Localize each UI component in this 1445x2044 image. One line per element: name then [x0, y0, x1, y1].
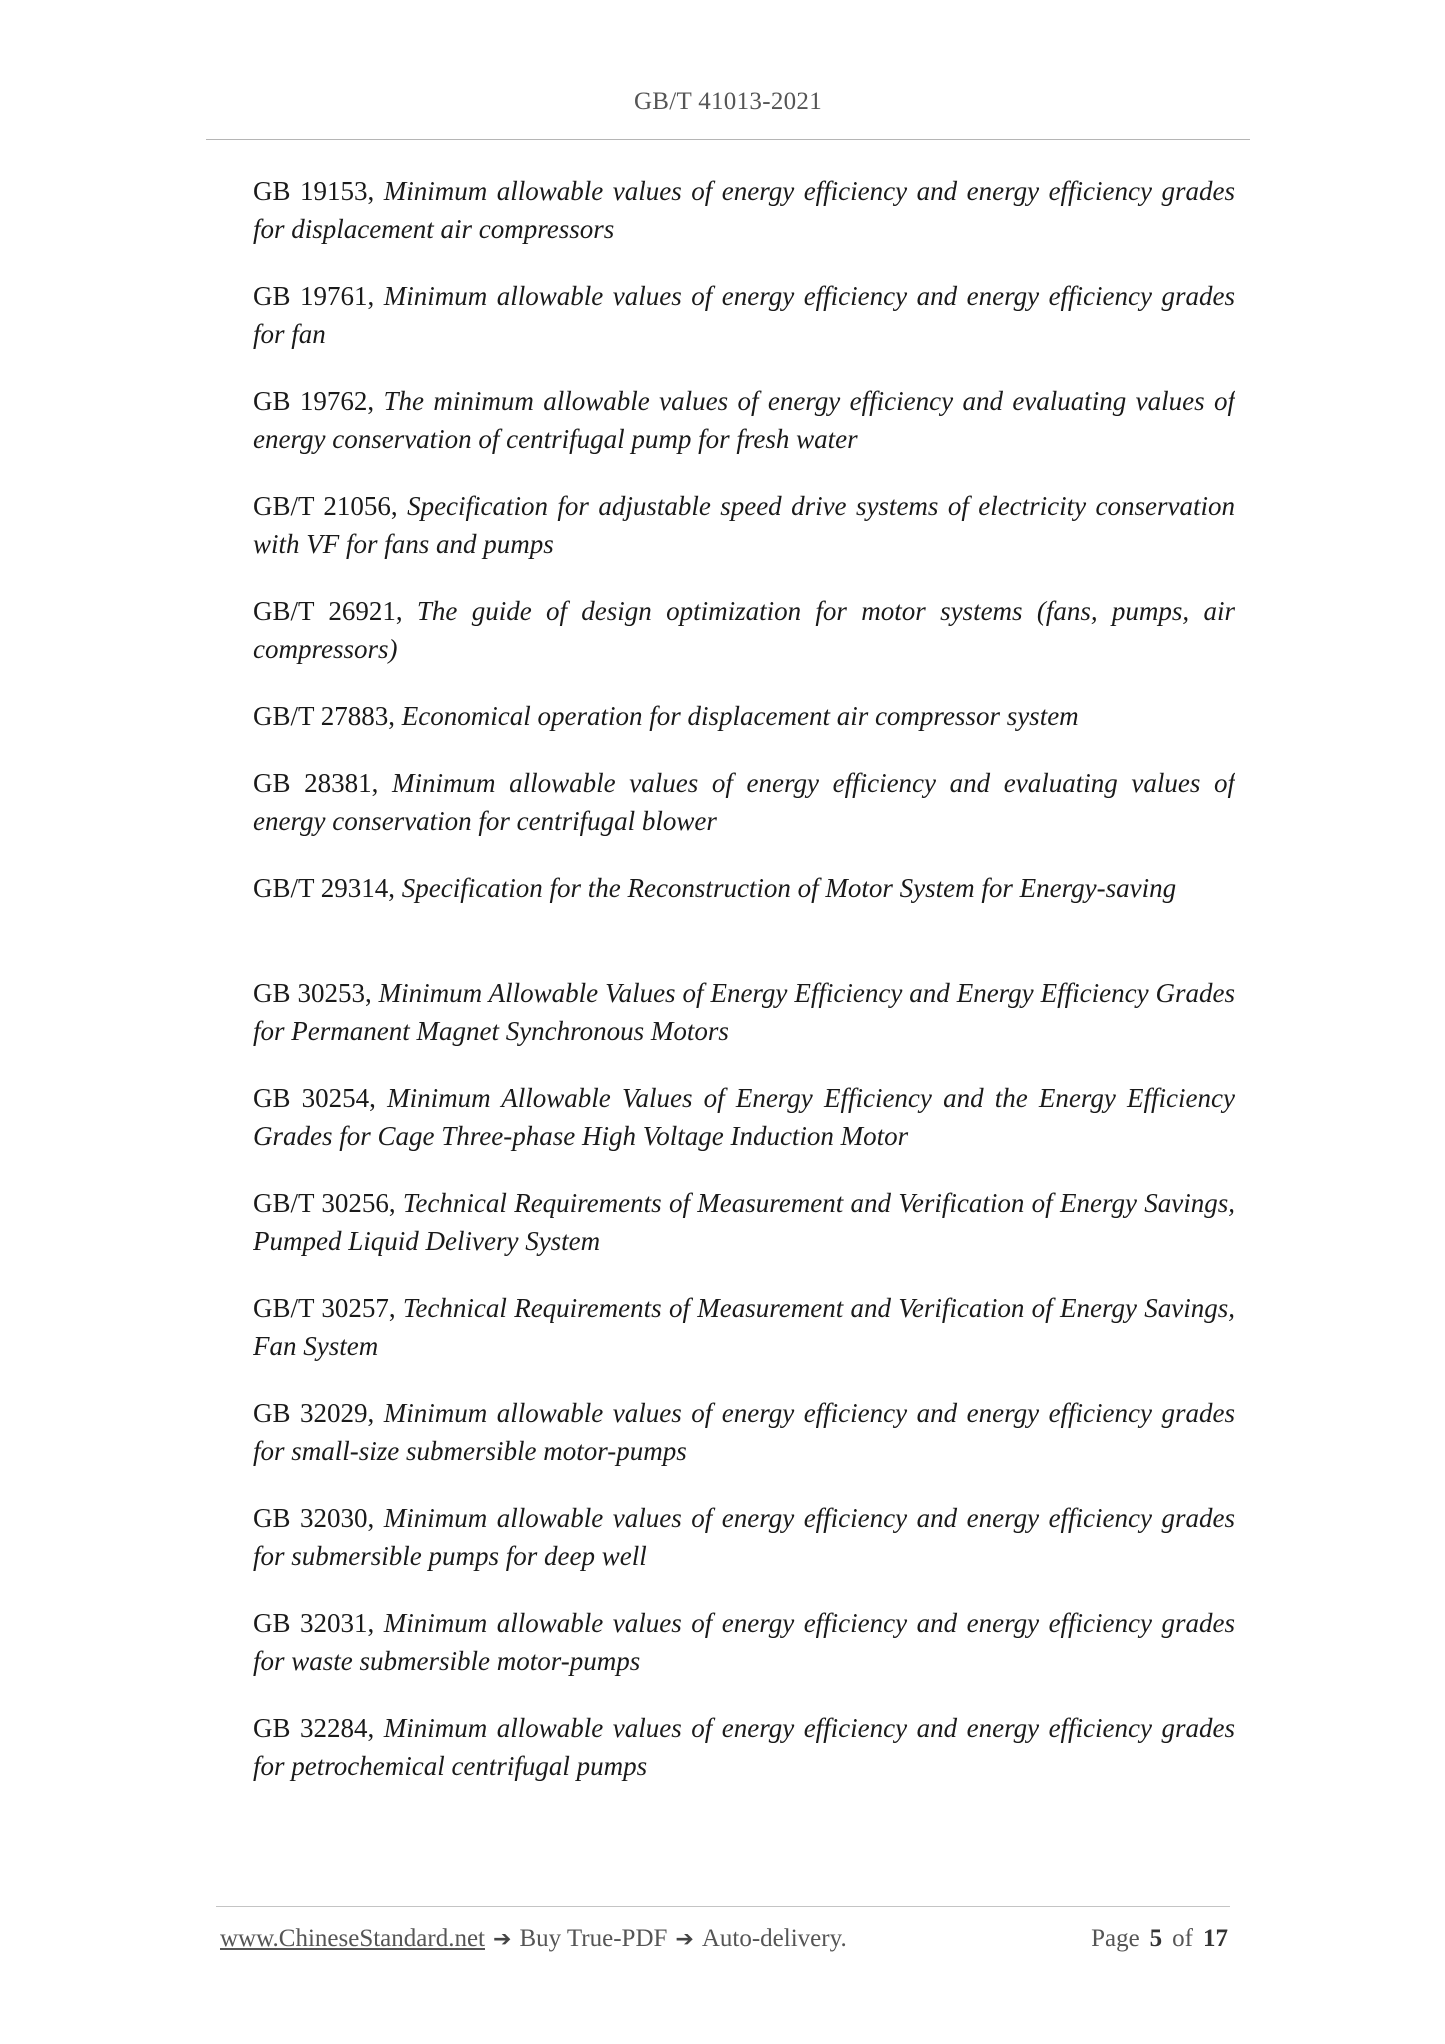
reference-title: Minimum allowable values of energy efficiency and energy efficiency grades for small-size submersible motor-pumps	[253, 1398, 1235, 1466]
footer-promo	[220, 1925, 847, 1953]
page-label: Page	[1091, 1925, 1140, 1952]
reference-code: GB 32284,	[253, 1713, 375, 1743]
reference-entry	[253, 382, 1235, 458]
reference-entry	[253, 1289, 1235, 1365]
auto-delivery-text: Auto-delivery.	[701, 1925, 847, 1952]
right-arrow-icon: ➔	[675, 1927, 694, 1952]
reference-title: Economical operation for displacement air compressor system	[401, 701, 1079, 731]
reference-entry	[253, 764, 1235, 840]
reference-code: GB/T 27883,	[253, 701, 396, 731]
page-footer	[220, 1925, 1228, 1953]
right-arrow-icon: ➔	[493, 1927, 512, 1952]
reference-title: Minimum allowable values of energy efficiency and energy efficiency grades for fan	[253, 281, 1235, 349]
reference-code: GB/T 26921,	[253, 596, 403, 626]
reference-code: GB 30253,	[253, 978, 372, 1008]
reference-title: Minimum allowable values of energy efficiency and energy efficiency grades for displacement air compressors	[253, 176, 1235, 244]
reference-entry	[253, 487, 1235, 563]
reference-entry	[253, 1499, 1235, 1575]
reference-entry	[253, 1394, 1235, 1470]
reference-entry	[253, 697, 1235, 735]
reference-code: GB 32030,	[253, 1503, 375, 1533]
reference-title: Specification for the Reconstruction of Motor System for Energy-saving	[401, 873, 1177, 903]
reference-code: GB 30254,	[253, 1083, 376, 1113]
page-of-label: of	[1172, 1925, 1193, 1952]
reference-entry	[253, 869, 1235, 945]
reference-entry	[253, 592, 1235, 668]
reference-title: Technical Requirements of Measurement and Verification of Energy Savings, Fan System	[253, 1293, 1235, 1361]
buy-pdf-text: Buy True-PDF	[519, 1925, 668, 1952]
reference-entry	[253, 1079, 1235, 1155]
reference-title: Minimum Allowable Values of Energy Efficiency and the Energy Efficiency Grades for Cage Three-phase High Voltage Induction Motor	[253, 1083, 1235, 1151]
reference-title: Minimum Allowable Values of Energy Efficiency and Energy Efficiency Grades for Permanent Magnet Synchronous Motors	[253, 978, 1235, 1046]
reference-code: GB 32031,	[253, 1608, 375, 1638]
reference-code: GB/T 30257,	[253, 1293, 396, 1323]
reference-code: GB 28381,	[253, 768, 379, 798]
reference-entry	[253, 1604, 1235, 1680]
reference-title: The minimum allowable values of energy efficiency and evaluating values of energy conservation of centrifugal pump for fresh water	[253, 386, 1235, 454]
reference-title: Specification for adjustable speed drive systems of electricity conservation with VF for fans and pumps	[253, 491, 1235, 559]
reference-code: GB/T 21056,	[253, 491, 398, 521]
reference-title: Minimum allowable values of energy efficiency and energy efficiency grades for waste submersible motor-pumps	[253, 1608, 1235, 1676]
header-divider	[206, 139, 1250, 140]
page-indicator	[1091, 1925, 1228, 1953]
reference-title: Minimum allowable values of energy efficiency and evaluating values of energy conservation for centrifugal blower	[253, 768, 1235, 836]
reference-code: GB 19761,	[253, 281, 375, 311]
reference-entry	[253, 1709, 1235, 1785]
reference-list	[253, 172, 1235, 1814]
page-header: GB/T 41013-2021	[633, 88, 823, 115]
site-link[interactable]: www.ChineseStandard.net	[220, 1925, 485, 1952]
reference-title: Minimum allowable values of energy efficiency and energy efficiency grades for submersible pumps for deep well	[253, 1503, 1235, 1571]
reference-code: GB/T 30256,	[253, 1188, 396, 1218]
page-total: 17	[1203, 1925, 1228, 1952]
reference-title: Minimum allowable values of energy efficiency and energy efficiency grades for petrochemical centrifugal pumps	[253, 1713, 1235, 1781]
reference-entry	[253, 172, 1235, 248]
reference-title: Technical Requirements of Measurement and Verification of Energy Savings, Pumped Liquid Delivery System	[253, 1188, 1235, 1256]
footer-divider	[216, 1906, 1230, 1907]
reference-title: The guide of design optimization for motor systems (fans, pumps, air compressors)	[253, 596, 1235, 664]
reference-code: GB 32029,	[253, 1398, 375, 1428]
reference-entry	[253, 974, 1235, 1050]
reference-entry	[253, 1184, 1235, 1260]
reference-entry	[253, 277, 1235, 353]
reference-code: GB 19762,	[253, 386, 375, 416]
reference-code: GB 19153,	[253, 176, 375, 206]
page-current: 5	[1149, 1925, 1163, 1952]
reference-code: GB/T 29314,	[253, 873, 396, 903]
